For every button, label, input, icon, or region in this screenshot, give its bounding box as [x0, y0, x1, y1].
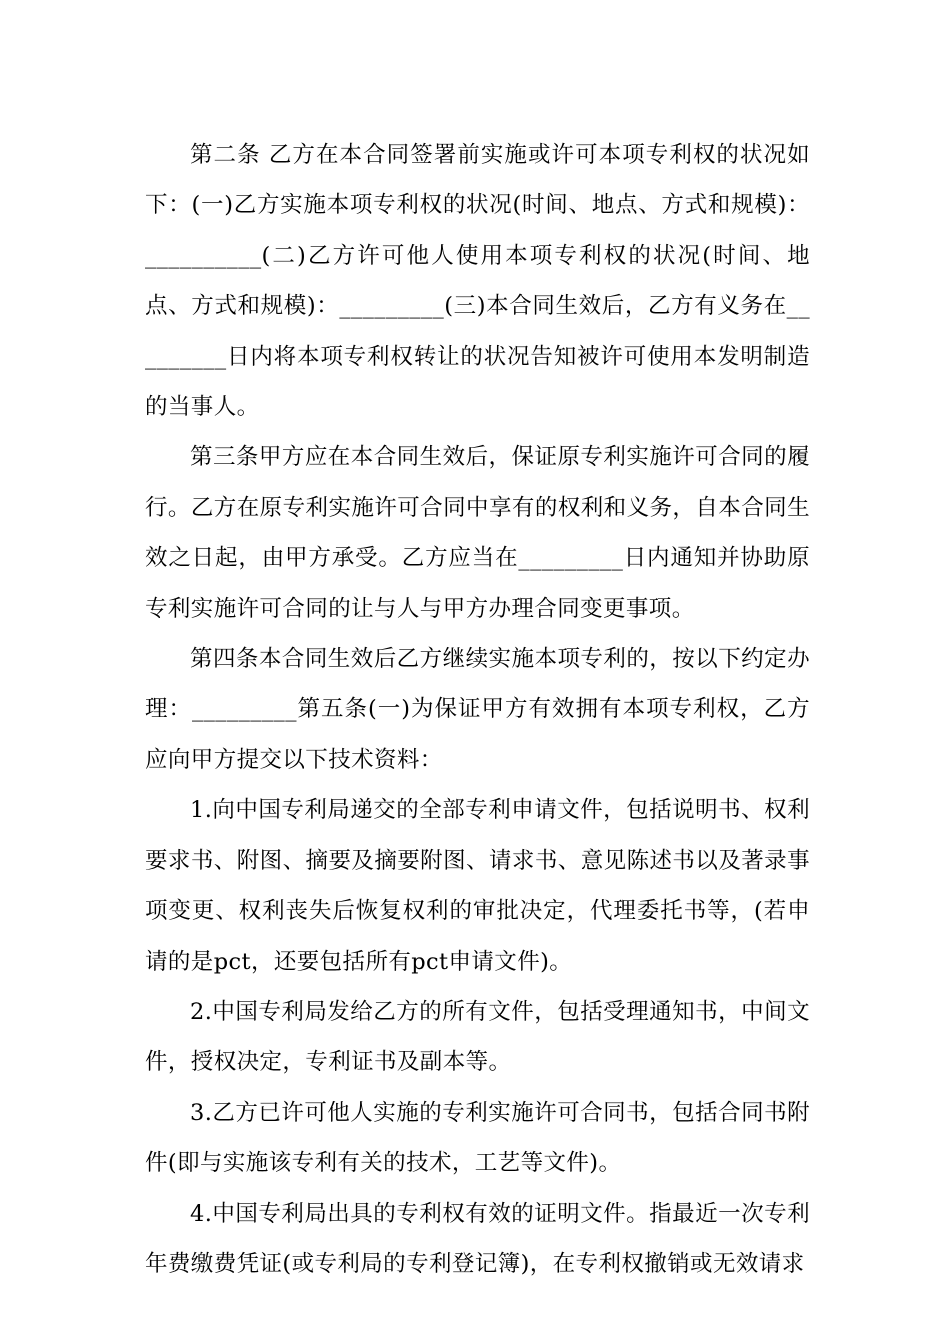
- paragraph-item-3: 3.乙方已许可他人实施的专利实施许可合同书，包括合同书附件(即与实施该专利有关的技术，工艺等文件)。: [145, 1099, 810, 1177]
- document-page: [145, 130, 810, 1289]
- paragraph-article-3: 第三条甲方应在本合同生效后，保证原专利实施许可合同的履行。乙方在原专利实施许可合同中享有的权利和义务，自本合同生效之日起，由甲方承受。乙方应当在_________日内通知并协助原专利实施许可合同的让与人与甲方办理合同变更事项。: [145, 444, 810, 622]
- paragraph-item-2: 2.中国专利局发给乙方的所有文件，包括受理通知书，中间文件，授权决定，专利证书及副本等。: [145, 998, 810, 1076]
- paragraph-item-1: 1.向中国专利局递交的全部专利申请文件，包括说明书、权利要求书、附图、摘要及摘要附图、请求书、意见陈述书以及著录事项变更、权利丧失后恢复权利的审批决定，代理委托书等，(若申请的是pct，还要包括所有pct申请文件)。: [145, 797, 810, 975]
- paragraph-item-4: 4.中国专利局出具的专利权有效的证明文件。指最近一次专利年费缴费凭证(或专利局的专利登记簿)，在专利权撤销或无效请求: [145, 1200, 810, 1277]
- paragraph-article-2: 第二条 乙方在本合同签署前实施或许可本项专利权的状况如下：(一)乙方实施本项专利权的状况(时间、地点、方式和规模)：__________(二)乙方许可他人使用本项专利权的状况(时间、地点、方式和规模)：_________(三)本合同生效后，乙方有义务在_________日内将本项专利权转让的状况告知被许可使用本发明制造的当事人。: [145, 142, 810, 421]
- paragraph-article-4-5: 第四条本合同生效后乙方继续实施本项专利的，按以下约定办理：_________第五条(一)为保证甲方有效拥有本项专利权，乙方应向甲方提交以下技术资料：: [145, 646, 810, 773]
